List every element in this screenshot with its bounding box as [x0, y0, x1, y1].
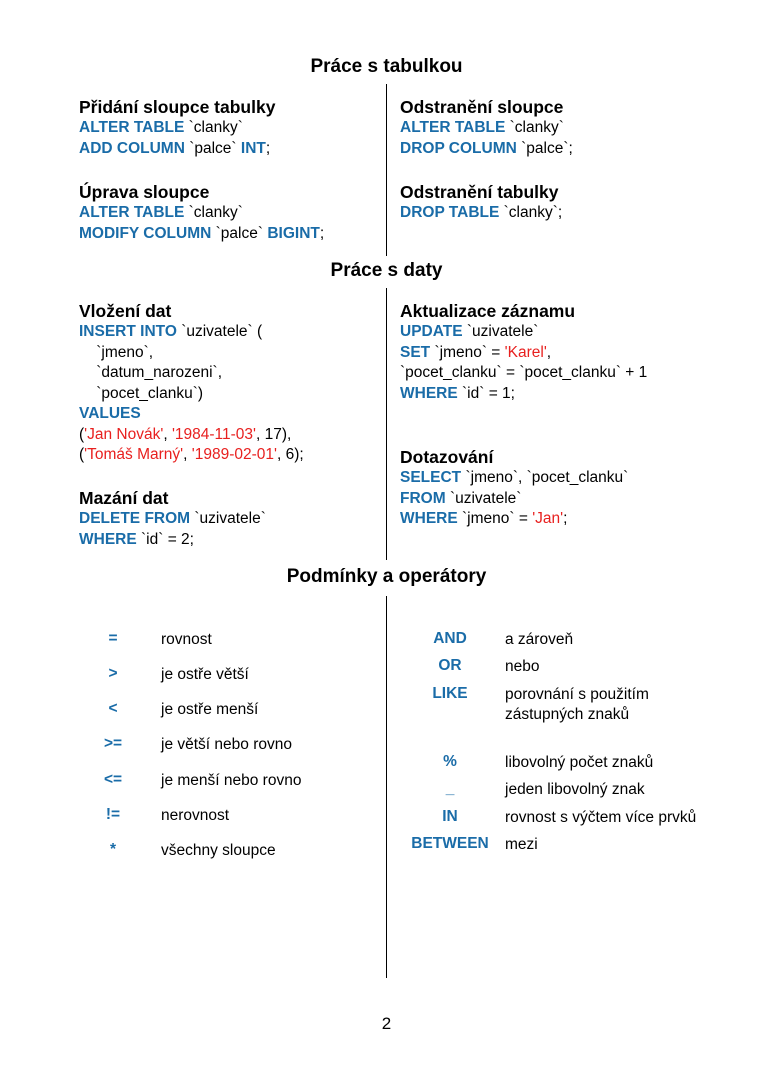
operator-desc: jeden libovolný znak: [505, 781, 645, 798]
column-divider: [386, 84, 387, 256]
delete-block: [79, 487, 266, 550]
code-line: `datum_narozeni`,: [79, 364, 223, 381]
code-line: VALUES: [79, 405, 141, 422]
modify-column-block: [79, 181, 324, 244]
code-line: DROP TABLE `clanky`;: [400, 204, 563, 221]
section-title-data: Práce s daty: [330, 260, 443, 281]
column-divider: [386, 288, 387, 560]
drop-column-title: Odstranění sloupce: [400, 97, 564, 117]
operator-symbol: _: [445, 780, 455, 797]
code-line: SET `jmeno` = 'Karel',: [400, 343, 552, 361]
update-title: Aktualizace záznamu: [400, 301, 576, 321]
operator-symbol: IN: [442, 808, 458, 825]
code-line: WHERE `jmeno` = 'Jan';: [400, 510, 568, 527]
operator-symbol: !=: [105, 806, 121, 823]
page-number: 2: [381, 1014, 392, 1033]
operator-desc: je ostře větší: [161, 666, 249, 683]
operator-symbol: <=: [103, 771, 123, 788]
section-title-conditions: Podmínky a operátory: [286, 566, 487, 587]
code-line: `pocet_clanku`): [79, 384, 204, 402]
column-divider: [386, 596, 387, 978]
modify-column-title: Úprava sloupce: [79, 182, 210, 202]
operator-symbol: OR: [438, 657, 462, 674]
code-line: DROP COLUMN `palce`;: [400, 139, 573, 157]
operator-desc: nebo: [505, 658, 540, 675]
operator-desc: libovolný počet znaků: [505, 754, 654, 771]
operator-symbol: BETWEEN: [411, 835, 489, 852]
operator-desc: rovnost s výčtem více prvků: [505, 809, 697, 826]
delete-title: Mazání dat: [79, 488, 169, 508]
operator-desc: je větší nebo rovno: [161, 736, 292, 753]
operator-desc: rovnost: [161, 631, 212, 648]
operator-desc: je ostře menší: [161, 701, 259, 718]
update-block: [400, 300, 647, 404]
operator-symbol: <: [108, 700, 118, 717]
operator-desc: porovnání s použitím zástupných znaků: [505, 686, 649, 723]
code-line: WHERE `id` = 1;: [400, 384, 515, 402]
code-line: ('Tomáš Marný', '1989-02-01', 6);: [79, 446, 304, 463]
operator-symbol: LIKE: [432, 685, 468, 702]
code-line: `pocet_clanku` = `pocet_clanku` + 1: [400, 364, 648, 381]
operator-desc: nerovnost: [161, 807, 230, 824]
code-line: WHERE `id` = 2;: [79, 530, 194, 548]
operator-desc: je menší nebo rovno: [161, 772, 302, 789]
code-line: ADD COLUMN `palce` INT;: [79, 139, 271, 157]
drop-column-block: [400, 96, 573, 159]
code-line: SELECT `jmeno`, `pocet_clanku`: [400, 469, 629, 486]
code-line: UPDATE `uzivatele`: [400, 323, 539, 340]
add-column-title: Přidání sloupce tabulky: [79, 97, 276, 117]
operator-symbol: AND: [433, 630, 467, 647]
code-line: ('Jan Novák', '1984-11-03', 17),: [79, 425, 292, 443]
operator-symbol: >=: [103, 735, 123, 752]
code-line: ALTER TABLE `clanky`: [400, 119, 564, 136]
operator-desc: všechny sloupce: [161, 842, 276, 859]
code-line: INSERT INTO `uzivatele` (: [79, 323, 263, 340]
operator-symbol: %: [443, 753, 457, 770]
section-title-table: Práce s tabulkou: [310, 56, 463, 77]
drop-table-block: [400, 181, 562, 224]
select-block: [400, 446, 628, 530]
operator-symbol: =: [108, 630, 118, 647]
code-line: DELETE FROM `uzivatele`: [79, 510, 266, 527]
operator-desc: a zároveň: [505, 631, 574, 648]
drop-table-title: Odstranění tabulky: [400, 182, 559, 202]
code-line: ALTER TABLE `clanky`: [79, 119, 243, 136]
add-column-block: [79, 96, 275, 159]
code-line: FROM `uzivatele`: [400, 489, 522, 507]
code-line: `jmeno`,: [79, 343, 154, 361]
operator-symbol: >: [108, 665, 118, 682]
code-line: ALTER TABLE `clanky`: [79, 204, 243, 221]
operator-desc: mezi: [505, 836, 538, 853]
select-title: Dotazování: [400, 447, 494, 467]
insert-title: Vložení dat: [79, 301, 172, 321]
insert-block: [79, 300, 304, 466]
operator-symbol: *: [109, 841, 117, 858]
code-line: MODIFY COLUMN `palce` BIGINT;: [79, 224, 325, 242]
